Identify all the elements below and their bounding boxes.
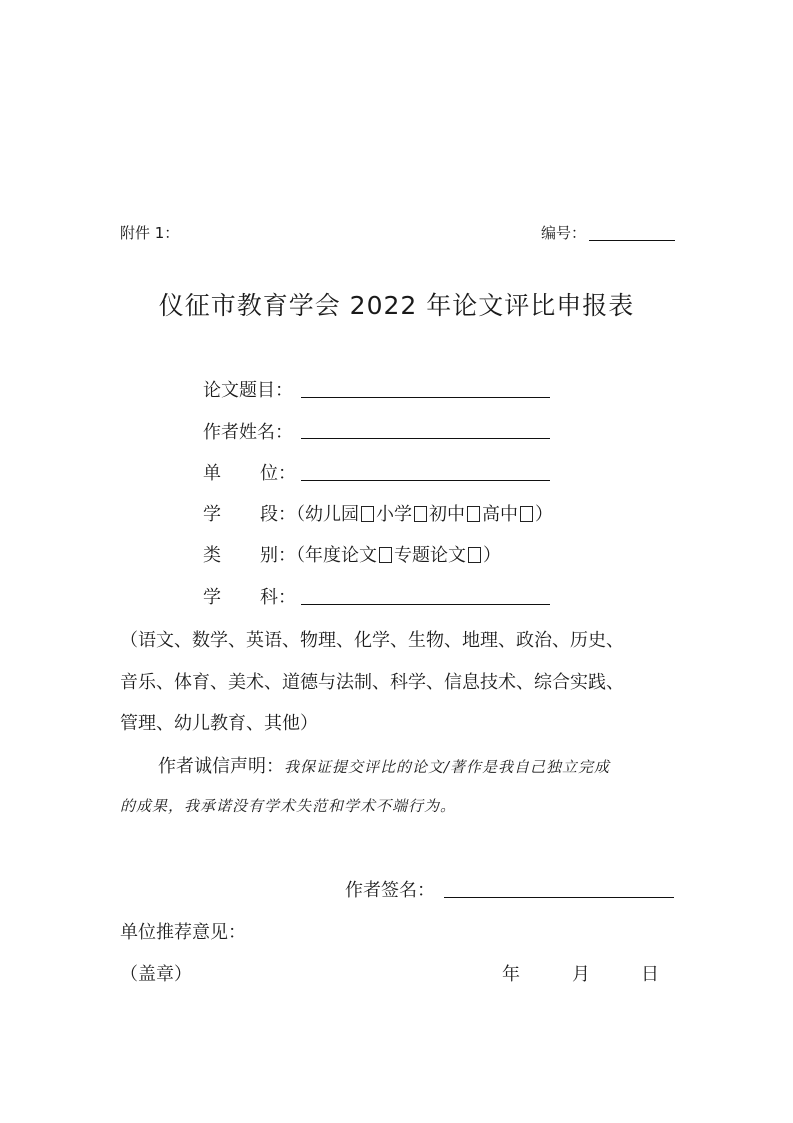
stage-option-primary: 小学 [376, 504, 412, 525]
stage-checkbox-senior[interactable] [520, 506, 533, 522]
subject-list-line3: 管理、幼儿教育、其他） [120, 713, 318, 734]
declaration-label: 作者诚信声明： [158, 756, 284, 777]
stage-options [260, 500, 553, 526]
stage-label-char1: 学 [203, 504, 221, 525]
stage-option-junior: 初中 [429, 504, 465, 525]
attachment-label: 附件 1： [120, 224, 180, 242]
author-name-field[interactable] [301, 438, 550, 439]
date-month-label: 月 [572, 964, 590, 985]
serial-number-label: 编号： [541, 224, 587, 242]
category-label-char1: 类 [203, 545, 221, 566]
stage-label-char2: 段：（ [260, 504, 305, 525]
stage-checkbox-primary[interactable] [414, 506, 427, 522]
category-option-special: 专题论文 [394, 545, 466, 566]
category-checkbox-annual[interactable] [379, 547, 392, 563]
author-name-label: 作者姓名： [203, 422, 293, 443]
stage-close-paren: ） [535, 504, 553, 525]
stage-option-kindergarten: 幼儿园 [305, 504, 359, 525]
stage-checkbox-kindergarten[interactable] [361, 506, 374, 522]
paper-title-field[interactable] [301, 397, 550, 398]
subject-field[interactable] [301, 604, 550, 605]
declaration-text2: 的成果，我承诺没有学术失范和学术不端行为。 [120, 797, 457, 815]
stamp-label: （盖章） [120, 964, 192, 985]
category-close-paren: ） [483, 545, 501, 566]
stage-option-senior: 高中 [482, 504, 518, 525]
declaration-line1 [158, 752, 610, 778]
category-label-char2: 别：（ [260, 545, 305, 566]
serial-number-field[interactable] [589, 240, 675, 241]
declaration-text1: 我保证提交评比的论文/著作是我自己独立完成 [284, 758, 611, 776]
signature-field[interactable] [444, 897, 674, 898]
category-checkbox-special[interactable] [468, 547, 481, 563]
unit-label-char2: 位： [260, 463, 296, 484]
date-day-label: 日 [641, 964, 659, 985]
subject-label-char2: 科： [260, 587, 296, 608]
signature-label: 作者签名： [345, 880, 435, 901]
category-options [260, 541, 501, 567]
subject-label-char1: 学 [203, 587, 221, 608]
date-year-label: 年 [502, 964, 520, 985]
unit-recommendation-label: 单位推荐意见： [120, 922, 246, 943]
subject-list-line2: 音乐、体育、美术、道德与法制、科学、信息技术、综合实践、 [120, 672, 624, 693]
category-option-annual: 年度论文 [305, 545, 377, 566]
page-title: 仪征市教育学会 2022 年论文评比申报表 [158, 291, 635, 320]
subject-list-line1: （语文、数学、英语、物理、化学、生物、地理、政治、历史、 [120, 630, 624, 651]
paper-title-label: 论文题目： [203, 380, 293, 401]
stage-checkbox-junior[interactable] [467, 506, 480, 522]
unit-label-char1: 单 [203, 463, 221, 484]
unit-field[interactable] [301, 480, 550, 481]
